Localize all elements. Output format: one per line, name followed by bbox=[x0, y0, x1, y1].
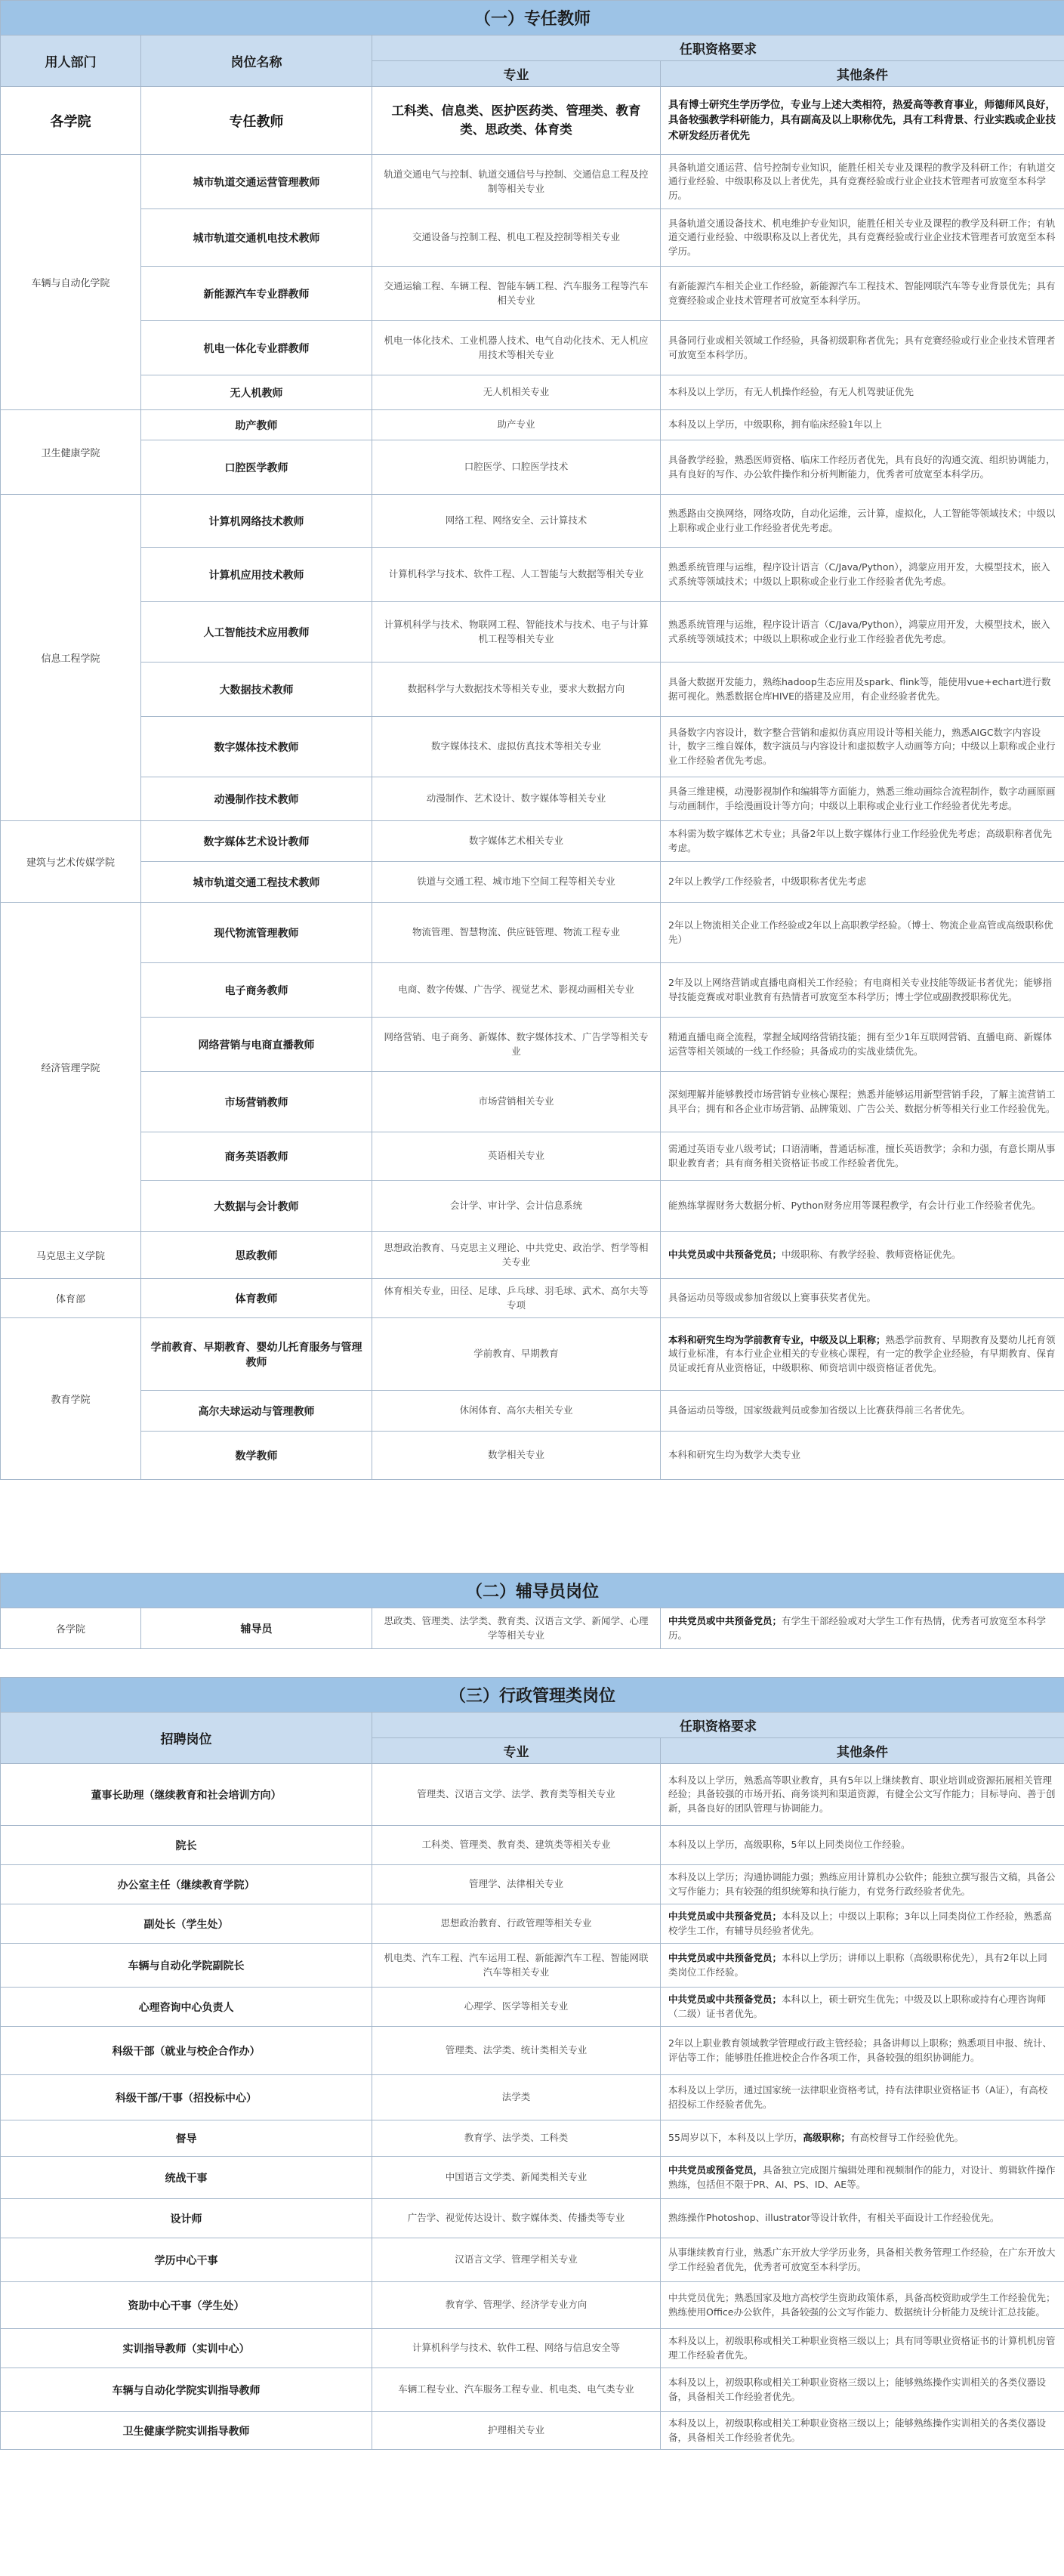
position-cell: 副处长（学生处） bbox=[1, 1904, 372, 1944]
major-cell: 交通设备与控制工程、机电工程及控制等相关专业 bbox=[372, 209, 661, 267]
major-cell: 会计学、审计学、会计信息系统 bbox=[372, 1181, 661, 1232]
other-text: 熟悉系统管理与运维，程序设计语言（C/Java/Python），鸿蒙应用开发，大模型技术，嵌入式系统等领域技术；中级以上职称或企业行业工作经验者优先考虑。 bbox=[668, 619, 1050, 644]
position-cell: 现代物流管理教师 bbox=[141, 903, 372, 963]
position-cell: 学前教育、早期教育、婴幼儿托育服务与管理教师 bbox=[141, 1318, 372, 1391]
major-cell: 教育学、法学类、工科类 bbox=[372, 2120, 661, 2157]
table-row bbox=[1, 1608, 1064, 1649]
other-text: 有新能源汽车相关企业工作经验，新能源汽车工程技术、智能网联汽车等专业背景优先；具有竞赛经验或企业技术管理者可放宽至本科学历。 bbox=[668, 280, 1056, 306]
other-cell bbox=[661, 1318, 1064, 1391]
major-cell: 护理相关专业 bbox=[372, 2412, 661, 2450]
major-cell: 学前教育、早期教育 bbox=[372, 1318, 661, 1391]
other-text-2: 有高校督导工作经验优先。 bbox=[850, 2132, 964, 2144]
major-cell: 口腔医学、口腔医学技术 bbox=[372, 440, 661, 495]
position-cell: 城市轨道交通工程技术教师 bbox=[141, 862, 372, 903]
major-cell: 机电类、汽车工程、汽车运用工程、新能源汽车工程、智能网联汽车等相关专业 bbox=[372, 1944, 661, 1988]
position-cell: 大数据与会计教师 bbox=[141, 1181, 372, 1232]
table-row bbox=[1, 963, 1064, 1018]
other-bold-text: 中共党员或中共预备党员； bbox=[668, 1952, 782, 1964]
other-cell bbox=[661, 1181, 1064, 1232]
other-text: 精通直播电商全流程，掌握全域网络营销技能；拥有至少1年互联网营销、直播电商、新媒体运营等相关领域的一线工作经验；具备成功的实战业绩优先。 bbox=[668, 1031, 1052, 1057]
header-major: 专业 bbox=[372, 1738, 661, 1764]
header-major: 专业 bbox=[372, 61, 661, 87]
table-row bbox=[1, 717, 1064, 777]
position-cell: 机电一体化专业群教师 bbox=[141, 321, 372, 375]
other-text: 本科及以上学历，高级职称，5年以上同类岗位工作经验。 bbox=[668, 1839, 911, 1851]
other-cell bbox=[661, 2282, 1064, 2329]
position-cell: 城市轨道交通机电技术教师 bbox=[141, 209, 372, 267]
header-other: 其他条件 bbox=[661, 61, 1064, 87]
other-bold-text: 本科和研究生均为学前教育专业，中级及以上职称； bbox=[668, 1334, 886, 1346]
other-cell bbox=[661, 2027, 1064, 2075]
dept-cell: 信息工程学院 bbox=[1, 495, 141, 821]
major-cell: 电商、数字传媒、广告学、视觉艺术、影视动画相关专业 bbox=[372, 963, 661, 1018]
header-req: 任职资格要求 bbox=[372, 1713, 1064, 1738]
table-row bbox=[1, 495, 1064, 548]
other-text: 本科及以上学历，通过国家统一法律职业资格考试，持有法律职业资格证书（A证），有高校招投标工作经验者优先。 bbox=[668, 2084, 1048, 2110]
other-text: 55周岁以下，本科及以上学历， bbox=[668, 2132, 803, 2144]
position-cell: 网络营销与电商直播教师 bbox=[141, 1018, 372, 1072]
other-text: 熟悉路由交换网络，网络攻防，自动化运维，云计算，虚拟化，人工智能等领域技术；中级以上职称或企业行业工作经验者优先考虑。 bbox=[668, 508, 1056, 533]
other-cell bbox=[661, 1391, 1064, 1432]
position-cell: 董事长助理（继续教育和社会培训方向） bbox=[1, 1764, 372, 1826]
other-cell bbox=[661, 209, 1064, 267]
other-cell bbox=[661, 1904, 1064, 1944]
major-cell: 轨道交通电气与控制、轨道交通信号与控制、交通信息工程及控制等相关专业 bbox=[372, 155, 661, 209]
other-cell bbox=[661, 1988, 1064, 2027]
other-text: 2年以上职业教育领域教学管理或行政主管经验；具备讲师以上职称；熟悉项目申报、统计、评估等工作；能够胜任推进校企合作各项工作，具备较强的组织协调能力。 bbox=[668, 2037, 1052, 2063]
section3-title: （三）行政管理类岗位 bbox=[1, 1678, 1064, 1713]
major-cell: 广告学、视觉传达设计、数字媒体类、传播类等专业 bbox=[372, 2199, 661, 2238]
dept-cell: 车辆与自动化学院 bbox=[1, 155, 141, 410]
major-cell: 交通运输工程、车辆工程、智能车辆工程、汽车服务工程等汽车相关专业 bbox=[372, 267, 661, 321]
table-row bbox=[1, 410, 1064, 440]
position-cell: 督导 bbox=[1, 2120, 372, 2157]
other-cell bbox=[661, 2199, 1064, 2238]
other-text: 具备轨道交通运营、信号控制专业知识，能胜任相关专业及课程的教学及科研工作；有轨道交通行业经验、中级职称及以上者优先，具有竞赛经验或行业企业技术管理者可放宽至本科学历。 bbox=[668, 162, 1056, 201]
table-row bbox=[1, 1181, 1064, 1232]
position-cell: 计算机网络技术教师 bbox=[141, 495, 372, 548]
position-cell: 思政教师 bbox=[141, 1232, 372, 1279]
table-row bbox=[1, 1132, 1064, 1181]
position-cell: 心理咨询中心负责人 bbox=[1, 1988, 372, 2027]
position-cell: 大数据技术教师 bbox=[141, 663, 372, 717]
other-bold-text: 中共党员或中共预备党员； bbox=[668, 1910, 782, 1923]
table-row bbox=[1, 440, 1064, 495]
other-cell: 具有博士研究生学历学位，专业与上述大类相符，热爱高等教育事业，师德师风良好，具备较强教学科研能力，具有副高及以上职称优先，具有工科背景、行业实践或企业技术研发经历者优先 bbox=[661, 87, 1064, 155]
major-cell: 助产专业 bbox=[372, 410, 661, 440]
other-text: 需通过英语专业八级考试；口语清晰，普通话标准，擅长英语教学；余和力强，有意长期从事职业教育者；具有商务相关资格证书或工作经验者优先。 bbox=[668, 1143, 1056, 1169]
other-text: 具备三维建模，动漫影视制作和编辑等方面能力，熟悉三维动画综合流程制作，数字动画原画与动画制作，手绘漫画设计等方向；中级以上职称或企业行业工作经验者优先考虑。 bbox=[668, 786, 1056, 811]
major-cell: 物流管理、智慧物流、供应链管理、物流工程专业 bbox=[372, 903, 661, 963]
other-cell bbox=[661, 1764, 1064, 1826]
table-row bbox=[1, 2199, 1064, 2238]
position-cell: 专任教师 bbox=[141, 87, 372, 155]
position-cell: 高尔夫球运动与管理教师 bbox=[141, 1391, 372, 1432]
position-cell: 院长 bbox=[1, 1826, 372, 1865]
major-cell: 数字媒体艺术相关专业 bbox=[372, 821, 661, 862]
position-cell: 电子商务教师 bbox=[141, 963, 372, 1018]
counselor-table bbox=[0, 1573, 1064, 1649]
major-cell: 网络营销、电子商务、新媒体、数字媒体技术、广告学等相关专业 bbox=[372, 1018, 661, 1072]
other-text: 具备运动员等级，国家级裁判员或参加省级以上比赛获得前三名者优先。 bbox=[668, 1404, 971, 1416]
position-cell: 数学教师 bbox=[141, 1432, 372, 1480]
other-cell bbox=[661, 495, 1064, 548]
other-text: 熟悉系统管理与运维，程序设计语言（C/Java/Python），鸿蒙应用开发，大模型技术，嵌入式系统等领域技术；中级以上职称或企业行业工作经验者优先考虑。 bbox=[668, 561, 1050, 587]
position-cell: 人工智能技术应用教师 bbox=[141, 602, 372, 663]
admin-table bbox=[0, 1677, 1064, 2450]
position-cell: 车辆与自动化学院副院长 bbox=[1, 1944, 372, 1988]
other-cell bbox=[661, 602, 1064, 663]
other-text: 有学生干部经验或对大学生工作有热情，优秀者可放宽至本科学历。 bbox=[668, 1615, 1047, 1641]
major-cell: 无人机相关专业 bbox=[372, 375, 661, 410]
other-cell bbox=[661, 821, 1064, 862]
other-cell bbox=[661, 963, 1064, 1018]
table-row bbox=[1, 1826, 1064, 1865]
other-cell bbox=[661, 2120, 1064, 2157]
major-cell: 市场营销相关专业 bbox=[372, 1072, 661, 1132]
position-cell: 科级干部（就业与校企合作办） bbox=[1, 2027, 372, 2075]
major-cell: 管理学、法律相关专业 bbox=[372, 1865, 661, 1904]
other-cell bbox=[661, 2368, 1064, 2412]
position-cell: 市场营销教师 bbox=[141, 1072, 372, 1132]
other-text: 本科及以上，初级职称或相关工种职业资格三级以上；能够熟练操作实训相关的各类仪器设备，具备相关工作经验者优先。 bbox=[668, 2417, 1047, 2443]
other-cell bbox=[661, 1072, 1064, 1132]
dept-cell: 各学院 bbox=[1, 87, 141, 155]
other-cell bbox=[661, 1826, 1064, 1865]
other-text: 本科以上，硕士研究生优先；中级及以上职称或持有心理咨询师（二级）证书者优先。 bbox=[668, 1994, 1047, 2019]
table-row bbox=[1, 2238, 1064, 2282]
section2-title: （二）辅导员岗位 bbox=[1, 1574, 1064, 1608]
header-other: 其他条件 bbox=[661, 1738, 1064, 1764]
table-row bbox=[1, 903, 1064, 963]
table-row bbox=[1, 821, 1064, 862]
other-text: 2年及以上网络营销或直播电商相关工作经验；有电商相关专业技能等级证书者优先；能够指导技能竞赛或对职业教育有热情者可放宽至本科学历；博士学位或副教授职称优先。 bbox=[668, 977, 1052, 1002]
table-row bbox=[1, 87, 1064, 155]
table-row bbox=[1, 155, 1064, 209]
other-text: 2年以上教学/工作经验者，中级职称者优先考虑 bbox=[668, 876, 867, 888]
other-text: 具备大数据开发能力，熟练hadoop生态应用及spark、flink等，能使用vue+echart进行数据可视化。熟悉数据仓库HIVE的搭建及应用，有企业经验者优先。 bbox=[668, 676, 1051, 702]
major-cell: 动漫制作、艺术设计、数字媒体等相关专业 bbox=[372, 777, 661, 821]
major-cell: 管理类、汉语言文学、法学、教育类等相关专业 bbox=[372, 1764, 661, 1826]
other-text: 熟悉学前教育、早期教育及婴幼儿托育领域行业标准，有本行业企业相关的专业核心课程，有一定的教学企业经验，有早期教育、保育员证或托育从业资格证，中级职称、师资培训中级资格证者优先。 bbox=[668, 1334, 1056, 1373]
major-cell: 法学类 bbox=[372, 2075, 661, 2120]
other-bold-text: 中共党员或中共预备党员； bbox=[668, 1994, 782, 2006]
other-text: 本科及以上学历，中级职称，拥有临床经验1年以上 bbox=[668, 419, 882, 431]
header-pos: 岗位名称 bbox=[141, 36, 372, 87]
other-text: 本科及以上学历，熟悉高等职业教育，具有5年以上继续教育、职业培训或资源拓展相关管理经验；具备较强的市场开拓、商务谈判和渠道资源，有健全公文写作能力；目标导向、善于创新，具备良好的团队管理与协调能力。 bbox=[668, 1774, 1056, 1814]
position-cell: 新能源汽车专业群教师 bbox=[141, 267, 372, 321]
position-cell: 办公室主任（继续教育学院） bbox=[1, 1865, 372, 1904]
major-cell: 数据科学与大数据技术等相关专业，要求大数据方向 bbox=[372, 663, 661, 717]
other-cell bbox=[661, 2329, 1064, 2368]
table-row bbox=[1, 375, 1064, 410]
dept-cell: 经济管理学院 bbox=[1, 903, 141, 1232]
header-dept: 用人部门 bbox=[1, 36, 141, 87]
other-bold-text: 中共党员或中共预备党员； bbox=[668, 1249, 782, 1261]
other-cell bbox=[661, 548, 1064, 602]
table-row bbox=[1, 2412, 1064, 2450]
major-cell: 车辆工程专业、汽车服务工程专业、机电类、电气类专业 bbox=[372, 2368, 661, 2412]
major-cell: 机电一体化技术、工业机器人技术、电气自动化技术、无人机应用技术等相关专业 bbox=[372, 321, 661, 375]
table-row bbox=[1, 2368, 1064, 2412]
position-cell: 学历中心干事 bbox=[1, 2238, 372, 2282]
position-cell: 助产教师 bbox=[141, 410, 372, 440]
other-text: 本科及以上学历；沟通协调能力强；熟练应用计算机办公软件；能独立撰写报告文稿，具备公文写作能力；具有较强的组织统筹和执行能力，有党务行政经验者优先。 bbox=[668, 1871, 1056, 1897]
other-cell bbox=[661, 1865, 1064, 1904]
header-pos: 招聘岗位 bbox=[1, 1713, 372, 1764]
other-text: 本科及以上，初级职称或相关工种职业资格三级以上；具有同等职业资格证书的计算机机房管理工作经验者优先。 bbox=[668, 2335, 1056, 2361]
position-cell: 统战干事 bbox=[1, 2157, 372, 2199]
major-cell: 网络工程、网络安全、云计算技术 bbox=[372, 495, 661, 548]
other-cell bbox=[661, 717, 1064, 777]
other-cell bbox=[661, 1432, 1064, 1480]
position-cell: 实训指导教师（实训中心） bbox=[1, 2329, 372, 2368]
position-cell: 卫生健康学院实训指导教师 bbox=[1, 2412, 372, 2450]
other-cell bbox=[661, 321, 1064, 375]
other-text: 熟练操作Photoshop、illustrator等设计软件，有相关平面设计工作经验优先。 bbox=[668, 2212, 1000, 2224]
table-row bbox=[1, 1432, 1064, 1480]
other-text: 中级职称、有教学经验、教师资格证优先。 bbox=[782, 1249, 961, 1261]
table-row bbox=[1, 1865, 1064, 1904]
other-text: 能熟练掌握财务大数据分析、Python财务应用等课程教学，有会计行业工作经验者优先。 bbox=[668, 1200, 1041, 1212]
table-row bbox=[1, 1391, 1064, 1432]
other-bold-text: 中共党员或预备党员， bbox=[668, 2164, 763, 2176]
major-cell: 中国语言文学类、新闻类相关专业 bbox=[372, 2157, 661, 2199]
major-cell: 工科类、管理类、教育类、建筑类等相关专业 bbox=[372, 1826, 661, 1865]
position-cell: 科级干部/干事（招投标中心） bbox=[1, 2075, 372, 2120]
table-row bbox=[1, 1232, 1064, 1279]
table-row bbox=[1, 2329, 1064, 2368]
other-text: 本科需为数字媒体艺术专业；具备2年以上数字媒体行业工作经验优先考虑；高级职称者优先考虑。 bbox=[668, 828, 1052, 854]
other-text: 本科和研究生均为数学大类专业 bbox=[668, 1449, 801, 1461]
section1-title: （一）专任教师 bbox=[1, 1, 1064, 36]
major-cell: 思想政治教育、马克思主义理论、中共党史、政治学、哲学等相关专业 bbox=[372, 1232, 661, 1279]
table-row bbox=[1, 602, 1064, 663]
position-cell: 无人机教师 bbox=[141, 375, 372, 410]
table-row bbox=[1, 1904, 1064, 1944]
table-row bbox=[1, 2120, 1064, 2157]
major-cell: 数字媒体技术、虚拟仿真技术等相关专业 bbox=[372, 717, 661, 777]
other-cell bbox=[661, 663, 1064, 717]
position-cell: 口腔医学教师 bbox=[141, 440, 372, 495]
dept-cell: 教育学院 bbox=[1, 1318, 141, 1480]
table-row bbox=[1, 862, 1064, 903]
position-cell: 车辆与自动化学院实训指导教师 bbox=[1, 2368, 372, 2412]
dept-cell: 体育部 bbox=[1, 1279, 141, 1318]
table-row bbox=[1, 548, 1064, 602]
table-row bbox=[1, 1988, 1064, 2027]
major-cell: 计算机科学与技术、物联网工程、智能技术与技术、电子与计算机工程等相关专业 bbox=[372, 602, 661, 663]
table-row bbox=[1, 663, 1064, 717]
dept-cell: 卫生健康学院 bbox=[1, 410, 141, 495]
other-cell bbox=[661, 1232, 1064, 1279]
table-row bbox=[1, 2075, 1064, 2120]
position-cell: 数字媒体艺术设计教师 bbox=[141, 821, 372, 862]
table-row bbox=[1, 321, 1064, 375]
major-cell: 思想政治教育、行政管理等相关专业 bbox=[372, 1904, 661, 1944]
dept-cell: 马克思主义学院 bbox=[1, 1232, 141, 1279]
major-cell: 数学相关专业 bbox=[372, 1432, 661, 1480]
position-cell: 计算机应用技术教师 bbox=[141, 548, 372, 602]
major-cell: 计算机科学与技术、软件工程、人工智能与大数据等相关专业 bbox=[372, 548, 661, 602]
major-cell: 汉语言文学、管理学相关专业 bbox=[372, 2238, 661, 2282]
other-cell bbox=[661, 1608, 1064, 1649]
position-cell: 商务英语教师 bbox=[141, 1132, 372, 1181]
table-row bbox=[1, 1764, 1064, 1826]
major-cell: 工科类、信息类、医护医药类、管理类、教育类、思政类、体育类 bbox=[372, 87, 661, 155]
other-cell bbox=[661, 267, 1064, 321]
other-cell bbox=[661, 777, 1064, 821]
other-cell bbox=[661, 903, 1064, 963]
other-cell bbox=[661, 1132, 1064, 1181]
other-text: 具备轨道交通设备技术、机电维护专业知识，能胜任相关专业及课程的教学及科研工作；有轨道交通行业经验、中级职称及以上者优先，具有竞赛经验或行业企业技术管理者可放宽至本科学历。 bbox=[668, 218, 1056, 257]
other-cell bbox=[661, 375, 1064, 410]
table-row bbox=[1, 2282, 1064, 2329]
other-cell bbox=[661, 155, 1064, 209]
other-text: 中共党员优先；熟悉国家及地方高校学生资助政策体系，具备高校资助或学生工作经验优先；熟练使用Office办公软件，具备较强的公文写作能力、数据统计分析能力及统计汇总技能。 bbox=[668, 2292, 1056, 2318]
table-row bbox=[1, 267, 1064, 321]
major-cell: 教育学、管理学、经济学专业方向 bbox=[372, 2282, 661, 2329]
table-row bbox=[1, 2157, 1064, 2199]
position-cell: 资助中心干事（学生处） bbox=[1, 2282, 372, 2329]
other-cell bbox=[661, 440, 1064, 495]
table-row bbox=[1, 209, 1064, 267]
table-row bbox=[1, 777, 1064, 821]
other-cell bbox=[661, 862, 1064, 903]
other-text: 具备教学经验，熟悉医师资格、临床工作经历者优先，具有良好的沟通交流、组织协调能力，具有良好的写作、办公软件操作和分析判断能力，优秀者可放宽至本科学历。 bbox=[668, 454, 1056, 480]
other-cell bbox=[661, 2412, 1064, 2450]
other-text: 具备同行业或相关领域工作经验，具备初级职称者优先；具有竞赛经验或行业企业技术管理者可放宽至本科学历。 bbox=[668, 335, 1056, 360]
major-cell: 计算机科学与技术、软件工程、网络与信息安全等 bbox=[372, 2329, 661, 2368]
table-row bbox=[1, 1318, 1064, 1391]
other-text: 深刻理解并能够教授市场营销专业核心课程；熟悉并能够运用新型营销手段，了解主流营销工具平台；拥有和各企业市场营销、品牌策划、广告公关、数据分析等相关行业工作经验优先。 bbox=[668, 1089, 1056, 1114]
other-text: 本科及以上；中级以上职称；3年以上同类岗位工作经验，熟悉高校学生工作，有辅导员经验者优先。 bbox=[668, 1910, 1052, 1936]
other-text: 具备数字内容设计，数字整合营销和虚拟仿真应用设计等相关能力，熟悉AIGC数字内容设计，数字三维自媒体，数字演员与内容设计和虚拟数字人动画等方向；中级以上职称或企业行业工作经验者优先考虑。 bbox=[668, 727, 1056, 766]
table-row bbox=[1, 1072, 1064, 1132]
major-cell: 管理类、法学类、统计类相关专业 bbox=[372, 2027, 661, 2075]
other-cell bbox=[661, 410, 1064, 440]
position-cell: 城市轨道交通运营管理教师 bbox=[141, 155, 372, 209]
major-cell: 英语相关专业 bbox=[372, 1132, 661, 1181]
major-cell: 思政类、管理类、法学类、教育类、汉语言文学、新闻学、心理学等相关专业 bbox=[372, 1608, 661, 1649]
other-cell bbox=[661, 2238, 1064, 2282]
header-req: 任职资格要求 bbox=[372, 36, 1064, 61]
major-cell: 心理学、医学等相关专业 bbox=[372, 1988, 661, 2027]
other-bold-text: 中共党员或中共预备党员； bbox=[668, 1615, 782, 1627]
position-cell: 设计师 bbox=[1, 2199, 372, 2238]
other-cell bbox=[661, 1279, 1064, 1318]
table-row bbox=[1, 1279, 1064, 1318]
other-text: 本科及以上，初级职称或相关工种职业资格三级以上；能够熟练操作实训相关的各类仪器设备，具备相关工作经验者优先。 bbox=[668, 2377, 1047, 2402]
table-row bbox=[1, 1018, 1064, 1072]
other-cell bbox=[661, 1944, 1064, 1988]
dept-cell: 建筑与艺术传媒学院 bbox=[1, 821, 141, 903]
position-cell: 数字媒体技术教师 bbox=[141, 717, 372, 777]
other-text: 具备运动员等级或参加省级以上赛事获奖者优先。 bbox=[668, 1292, 877, 1304]
position-cell: 辅导员 bbox=[141, 1608, 372, 1649]
major-cell: 体育相关专业，田径、足球、乒乓球、羽毛球、武术、高尔夫等专项 bbox=[372, 1279, 661, 1318]
other-text: 本科及以上学历，有无人机操作经验，有无人机驾驶证优先 bbox=[668, 386, 914, 398]
table-row bbox=[1, 2027, 1064, 2075]
other-text: 2年以上物流相关企业工作经验或2年以上高职教学经验。（博士、物流企业高管或高级职称优先） bbox=[668, 919, 1053, 945]
other-text: 从事继续教育行业，熟悉广东开放大学学历业务，具备相关教务管理工作经验，在广东开放大学工作经验者优先，优秀者可放宽至本科学历。 bbox=[668, 2247, 1056, 2272]
other-cell bbox=[661, 2075, 1064, 2120]
major-cell: 休闲体育、高尔夫相关专业 bbox=[372, 1391, 661, 1432]
table-row bbox=[1, 1944, 1064, 1988]
other-cell bbox=[661, 1018, 1064, 1072]
other-cell bbox=[661, 2157, 1064, 2199]
dept-cell: 各学院 bbox=[1, 1608, 141, 1649]
position-cell: 动漫制作技术教师 bbox=[141, 777, 372, 821]
major-cell: 铁道与交通工程、城市地下空间工程等相关专业 bbox=[372, 862, 661, 903]
other-bold-text: 高级职称； bbox=[803, 2132, 850, 2144]
other-text: 具备独立完成图片编辑处理和视频制作的能力，对设计、剪辑软件操作熟练，包括但不限于PR、AI、PS、ID、AE等。 bbox=[668, 2164, 1056, 2190]
position-cell: 体育教师 bbox=[141, 1279, 372, 1318]
other-text: 本科以上学历；讲师以上职称（高级职称优先），具有2年以上同类岗位工作经验。 bbox=[668, 1952, 1047, 1978]
